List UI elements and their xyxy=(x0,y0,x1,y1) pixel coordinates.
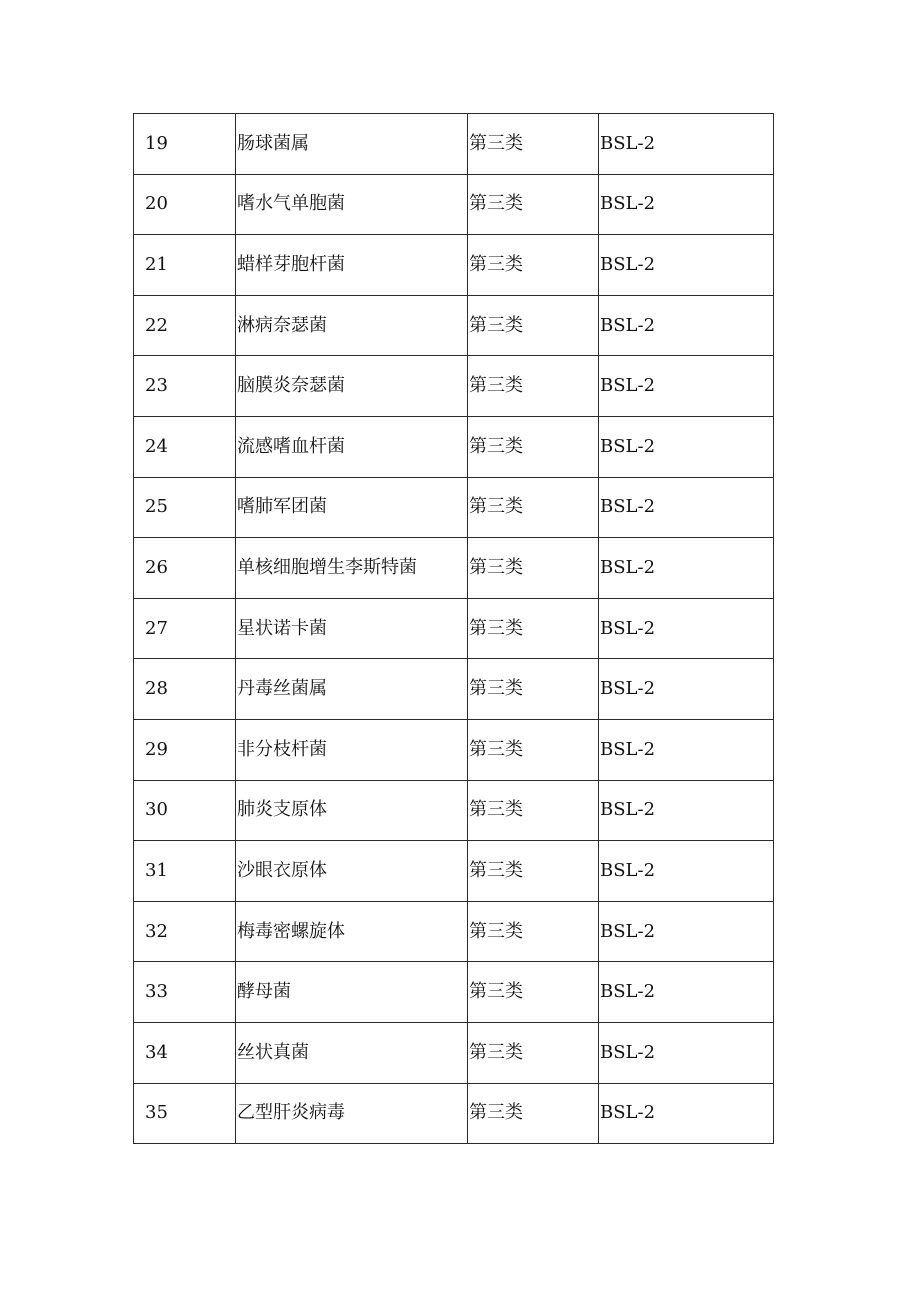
biosafety-level-cell: BSL-2 xyxy=(599,719,774,780)
table-row xyxy=(134,295,774,356)
biosafety-level-cell: BSL-2 xyxy=(599,962,774,1023)
biosafety-level-cell: BSL-2 xyxy=(599,114,774,175)
biosafety-level-cell: BSL-2 xyxy=(599,841,774,902)
pathogen-name-cell: 丝状真菌 xyxy=(236,1022,468,1083)
table-row xyxy=(134,538,774,599)
biosafety-level-cell: BSL-2 xyxy=(599,477,774,538)
hazard-category-cell: 第三类 xyxy=(468,538,599,599)
pathogen-name-cell: 肠球菌属 xyxy=(236,114,468,175)
row-number-cell: 33 xyxy=(134,962,236,1023)
biosafety-level-cell: BSL-2 xyxy=(599,538,774,599)
hazard-category-cell: 第三类 xyxy=(468,901,599,962)
hazard-category-cell: 第三类 xyxy=(468,841,599,902)
hazard-category-cell: 第三类 xyxy=(468,598,599,659)
table-row xyxy=(134,659,774,720)
biosafety-level-cell: BSL-2 xyxy=(599,780,774,841)
hazard-category-cell: 第三类 xyxy=(468,719,599,780)
row-number-cell: 19 xyxy=(134,114,236,175)
biosafety-level-cell: BSL-2 xyxy=(599,598,774,659)
table-row xyxy=(134,901,774,962)
biosafety-level-cell: BSL-2 xyxy=(599,901,774,962)
biosafety-level-cell: BSL-2 xyxy=(599,416,774,477)
pathogen-name-cell: 嗜水气单胞菌 xyxy=(236,174,468,235)
pathogen-name-cell: 流感嗜血杆菌 xyxy=(236,416,468,477)
pathogen-name-cell: 乙型肝炎病毒 xyxy=(236,1083,468,1144)
row-number-cell: 21 xyxy=(134,235,236,296)
row-number-cell: 30 xyxy=(134,780,236,841)
table-row xyxy=(134,174,774,235)
table-row xyxy=(134,1022,774,1083)
pathogen-name-cell: 嗜肺军团菌 xyxy=(236,477,468,538)
biosafety-level-cell: BSL-2 xyxy=(599,295,774,356)
biosafety-level-cell: BSL-2 xyxy=(599,235,774,296)
table-row xyxy=(134,356,774,417)
row-number-cell: 22 xyxy=(134,295,236,356)
biosafety-level-cell: BSL-2 xyxy=(599,174,774,235)
hazard-category-cell: 第三类 xyxy=(468,1022,599,1083)
table-row xyxy=(134,416,774,477)
hazard-category-cell: 第三类 xyxy=(468,235,599,296)
hazard-category-cell: 第三类 xyxy=(468,962,599,1023)
biosafety-level-cell: BSL-2 xyxy=(599,1083,774,1144)
pathogen-name-cell: 星状诺卡菌 xyxy=(236,598,468,659)
pathogen-name-cell: 酵母菌 xyxy=(236,962,468,1023)
row-number-cell: 32 xyxy=(134,901,236,962)
table-body xyxy=(134,114,774,1144)
table-row xyxy=(134,114,774,175)
row-number-cell: 29 xyxy=(134,719,236,780)
row-number-cell: 26 xyxy=(134,538,236,599)
row-number-cell: 24 xyxy=(134,416,236,477)
pathogen-name-cell: 梅毒密螺旋体 xyxy=(236,901,468,962)
biosafety-level-cell: BSL-2 xyxy=(599,356,774,417)
hazard-category-cell: 第三类 xyxy=(468,780,599,841)
table-row xyxy=(134,962,774,1023)
table-row xyxy=(134,235,774,296)
table-row xyxy=(134,841,774,902)
row-number-cell: 35 xyxy=(134,1083,236,1144)
hazard-category-cell: 第三类 xyxy=(468,114,599,175)
table-row xyxy=(134,598,774,659)
row-number-cell: 28 xyxy=(134,659,236,720)
pathogen-name-cell: 单核细胞增生李斯特菌 xyxy=(236,538,468,599)
pathogen-name-cell: 脑膜炎奈瑟菌 xyxy=(236,356,468,417)
hazard-category-cell: 第三类 xyxy=(468,659,599,720)
pathogen-name-cell: 丹毒丝菌属 xyxy=(236,659,468,720)
pathogen-name-cell: 非分枝杆菌 xyxy=(236,719,468,780)
table-row xyxy=(134,1083,774,1144)
row-number-cell: 23 xyxy=(134,356,236,417)
pathogen-name-cell: 肺炎支原体 xyxy=(236,780,468,841)
pathogen-name-cell: 蜡样芽胞杆菌 xyxy=(236,235,468,296)
pathogen-name-cell: 沙眼衣原体 xyxy=(236,841,468,902)
hazard-category-cell: 第三类 xyxy=(468,295,599,356)
row-number-cell: 27 xyxy=(134,598,236,659)
hazard-category-cell: 第三类 xyxy=(468,1083,599,1144)
row-number-cell: 25 xyxy=(134,477,236,538)
hazard-category-cell: 第三类 xyxy=(468,477,599,538)
hazard-category-cell: 第三类 xyxy=(468,174,599,235)
row-number-cell: 20 xyxy=(134,174,236,235)
biosafety-level-cell: BSL-2 xyxy=(599,659,774,720)
hazard-category-cell: 第三类 xyxy=(468,356,599,417)
row-number-cell: 34 xyxy=(134,1022,236,1083)
biosafety-level-cell: BSL-2 xyxy=(599,1022,774,1083)
table-row xyxy=(134,477,774,538)
pathogen-name-cell: 淋病奈瑟菌 xyxy=(236,295,468,356)
hazard-category-cell: 第三类 xyxy=(468,416,599,477)
row-number-cell: 31 xyxy=(134,841,236,902)
pathogen-table xyxy=(133,113,774,1144)
table-row xyxy=(134,719,774,780)
table-row xyxy=(134,780,774,841)
